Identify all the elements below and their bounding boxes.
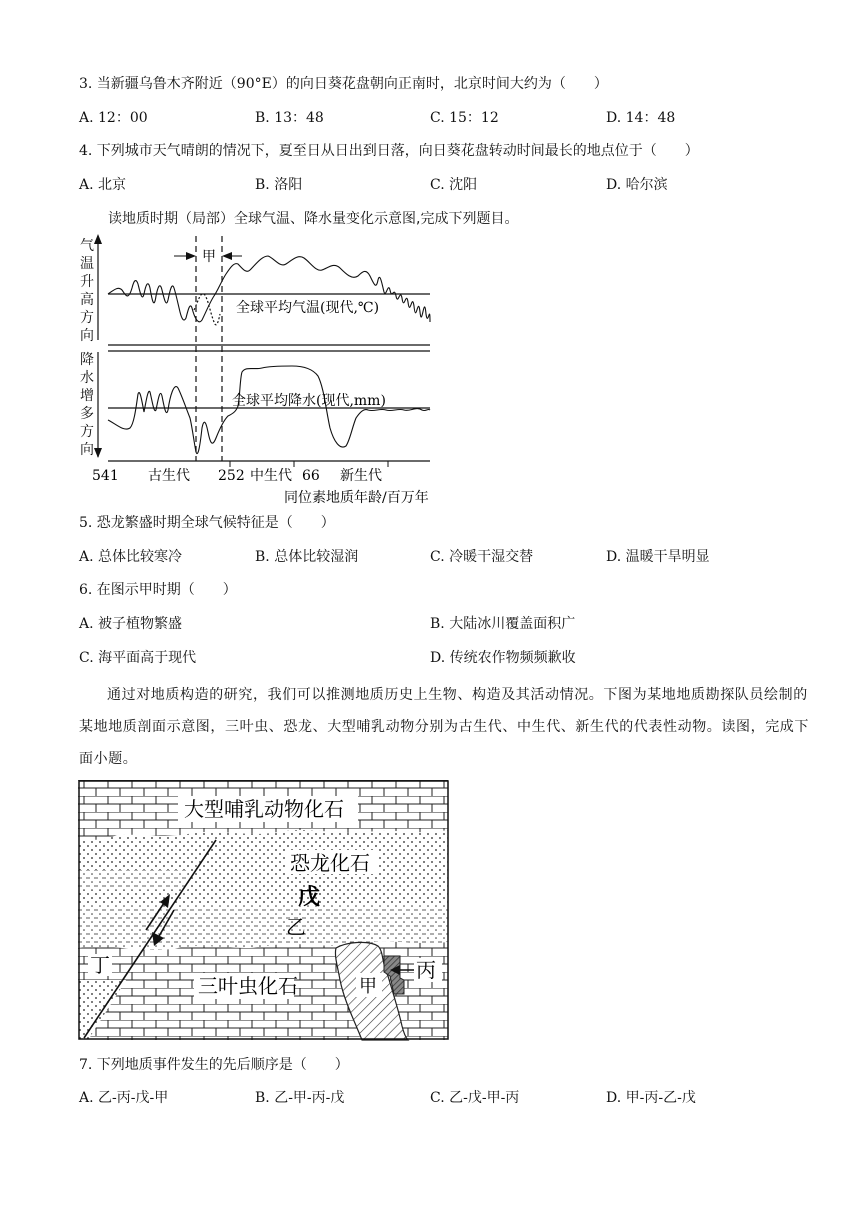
q7-option-c[interactable]: C. 乙-戊-甲-丙 xyxy=(430,1090,520,1106)
precip-axis-char: 方 xyxy=(80,424,94,440)
precip-axis-label xyxy=(80,352,94,458)
q7-option-a[interactable]: A. 乙-丙-戊-甲 xyxy=(79,1090,169,1106)
temp-axis-char: 高 xyxy=(80,292,94,308)
temp-axis-char: 升 xyxy=(80,274,94,290)
era-label-cenozoic: 新生代 xyxy=(340,468,382,484)
q3-option-a[interactable]: A. 12：00 xyxy=(79,110,148,126)
temp-line-label: 全球平均气温(现代,℃) xyxy=(236,300,380,316)
q7-option-b[interactable]: B. 乙-甲-丙-戊 xyxy=(255,1090,345,1106)
q4-option-c[interactable]: C. 沈阳 xyxy=(430,177,478,193)
q5-option-d[interactable]: D. 温暖干旱明显 xyxy=(606,549,710,565)
temp-axis-char: 气 xyxy=(80,238,94,254)
precip-axis-char: 降 xyxy=(80,352,94,368)
fossil-top-label: 大型哺乳动物化石 xyxy=(184,797,344,821)
q3-option-b[interactable]: B. 13：48 xyxy=(255,110,324,126)
era-label-mesozoic: 中生代 xyxy=(250,468,292,484)
jia-label: 甲 xyxy=(359,976,377,997)
q6-option-c[interactable]: C. 海平面高于现代 xyxy=(79,650,197,666)
precip-axis-char: 多 xyxy=(80,406,94,422)
question-7-stem: 7. 下列地质事件发生的先后顺序是（ ） xyxy=(79,1057,349,1073)
era-label-paleozoic: 古生代 xyxy=(148,468,190,484)
ding-label: 丁 xyxy=(90,953,110,977)
q5-option-c[interactable]: C. 冷暖干湿交替 xyxy=(430,549,534,565)
x-axis-title: 同位素地质年龄/百万年 xyxy=(284,490,429,506)
climate-figure xyxy=(70,232,450,510)
period-marker: 甲 xyxy=(202,249,216,265)
q3-option-d[interactable]: D. 14：48 xyxy=(606,110,676,126)
precip-line-label: 全球平均降水(现代,mm) xyxy=(232,393,386,409)
geology-intro: 通过对地质构造的研究，我们可以推测地质历史上生物、构造及其活动情况。下图为某地地质勘探队员绘制的某地地质剖面示意图，三叶虫、恐龙、大型哺乳动物分别为古生代、中生代、新生代的代表性动物。读图，完成下面小题。 xyxy=(79,687,809,767)
precip-axis-char: 水 xyxy=(80,370,94,386)
question-6-stem: 6. 在图示甲时期（ ） xyxy=(79,582,237,598)
climate-intro: 读地质时期（局部）全球气温、降水量变化示意图,完成下列题目。 xyxy=(108,211,519,227)
temp-axis-char: 向 xyxy=(80,328,94,344)
precip-axis-char: 向 xyxy=(80,442,94,458)
q5-option-a[interactable]: A. 总体比较寒冷 xyxy=(79,549,183,565)
q6-option-a[interactable]: A. 被子植物繁盛 xyxy=(79,616,183,632)
fossil-mid-label: 恐龙化石 xyxy=(290,851,370,875)
q4-option-b[interactable]: B. 洛阳 xyxy=(255,177,303,193)
wu-label: 戊 xyxy=(298,884,321,910)
q4-option-d[interactable]: D. 哈尔滨 xyxy=(606,177,668,193)
tick-label-252: 252 xyxy=(218,468,245,484)
tick-label-541: 541 xyxy=(92,468,119,484)
q5-option-b[interactable]: B. 总体比较湿润 xyxy=(255,549,359,565)
dinosaur-sandstone-layer xyxy=(78,830,448,905)
q4-option-a[interactable]: A. 北京 xyxy=(79,177,127,193)
q6-option-b[interactable]: B. 大陆冰川覆盖面积广 xyxy=(430,616,576,632)
q3-option-c[interactable]: C. 15：12 xyxy=(430,110,499,126)
question-4-stem: 4. 下列城市天气晴朗的情况下，夏至日从日出到日落，向日葵花盘转动时间最长的地点位于（ ） xyxy=(79,143,699,159)
geology-figure xyxy=(78,780,450,1042)
question-3-stem: 3. 当新疆乌鲁木齐附近（90°E）的向日葵花盘朝向正南时，北京时间大约为（ ） xyxy=(79,76,608,92)
yi-label: 乙 xyxy=(286,915,306,939)
q7-option-d[interactable]: D. 甲-丙-乙-戊 xyxy=(606,1090,696,1106)
tick-label-66: 66 xyxy=(302,468,320,484)
striped-band xyxy=(78,870,188,890)
q6-option-d[interactable]: D. 传统农作物频频歉收 xyxy=(430,650,576,666)
precip-axis-char: 增 xyxy=(80,388,94,404)
bing-label: 丙 xyxy=(416,958,436,982)
question-5-stem: 5. 恐龙繁盛时期全球气候特征是（ ） xyxy=(79,515,335,531)
fossil-bottom-label: 三叶虫化石 xyxy=(198,974,298,998)
precip-curve xyxy=(108,366,430,454)
temp-axis-label xyxy=(80,238,94,344)
temp-axis-char: 温 xyxy=(80,256,94,272)
temp-axis-char: 方 xyxy=(80,310,94,326)
